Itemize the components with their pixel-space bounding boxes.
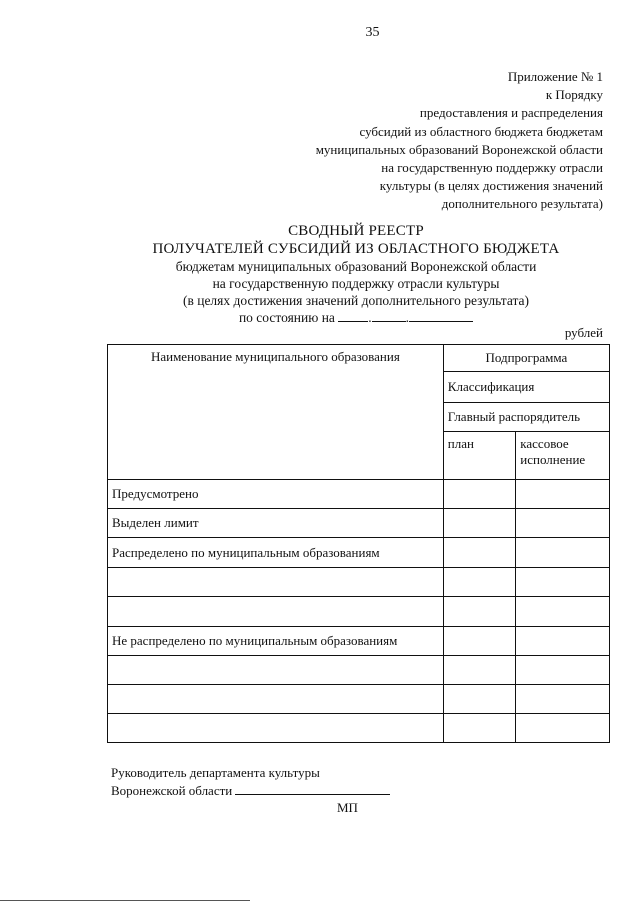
cell-plan[interactable] <box>443 627 515 656</box>
date-line <box>0 309 640 326</box>
appendix-header <box>316 68 603 214</box>
header-chief-manager: Главный распорядитель <box>443 403 609 432</box>
cell-plan[interactable] <box>443 509 515 538</box>
cell-cash[interactable] <box>516 480 610 509</box>
cell-cash[interactable] <box>516 568 610 597</box>
page-number: 35 <box>365 25 380 40</box>
cell-cash[interactable] <box>516 714 610 743</box>
appendix-line: предоставления и распределения <box>419 105 603 121</box>
row-label <box>108 714 444 743</box>
table-row <box>108 480 610 509</box>
row-label: Предусмотрено <box>108 480 444 509</box>
row-label: Распределено по муниципальным образованиям <box>108 538 444 568</box>
cell-cash[interactable] <box>516 597 610 627</box>
table-row <box>108 714 610 743</box>
table-row <box>108 509 610 538</box>
header-subprogram: Подпрограмма <box>443 345 609 372</box>
subtitle-line: (в целях достижения значений дополнительного результата) <box>182 293 530 308</box>
cell-plan[interactable] <box>443 480 515 509</box>
row-label <box>108 597 444 627</box>
date-year-blank[interactable] <box>409 309 473 322</box>
header-classification: Классификация <box>443 372 609 403</box>
signatory-region: Воронежской области <box>111 783 233 798</box>
cell-plan[interactable] <box>443 597 515 627</box>
appendix-line: к Порядку <box>545 87 603 103</box>
table-row <box>108 568 610 597</box>
cell-cash[interactable] <box>516 509 610 538</box>
appendix-line: на государственную поддержку отрасли <box>381 160 603 176</box>
stamp-label: МП <box>337 800 358 815</box>
signature-block <box>111 764 390 800</box>
row-label <box>108 568 444 597</box>
date-month-blank[interactable] <box>372 309 406 322</box>
appendix-line: культуры (в целях достижения значений <box>379 178 603 194</box>
row-label <box>108 685 444 714</box>
header-plan: план <box>443 432 515 480</box>
document-title <box>0 222 640 326</box>
signatory-position: Руководитель департамента культуры <box>111 765 320 780</box>
signature-blank[interactable] <box>235 782 390 795</box>
date-separator: . <box>368 310 372 325</box>
cell-cash[interactable] <box>516 685 610 714</box>
table-row <box>108 597 610 627</box>
appendix-line: муниципальных образований Воронежской области <box>315 141 603 157</box>
table-row <box>108 656 610 685</box>
appendix-line: субсидий из областного бюджета бюджетам <box>359 123 603 139</box>
subtitle-line: на государственную поддержку отрасли культуры <box>212 276 500 291</box>
row-label: Выделен лимит <box>108 509 444 538</box>
header-municipality-name: Наименование муниципального образования <box>108 345 444 480</box>
subtitle-line: бюджетам муниципальных образований Воронежской области <box>175 259 537 274</box>
title-line: ПОЛУЧАТЕЛЕЙ СУБСИДИЙ ИЗ ОБЛАСТНОГО БЮДЖЕТА <box>152 241 560 257</box>
row-label <box>108 656 444 685</box>
cell-plan[interactable] <box>443 656 515 685</box>
date-prefix: по состоянию на <box>238 310 335 325</box>
appendix-line: дополнительного результата) <box>441 196 603 212</box>
header-cash-execution: кассовое исполнение <box>516 432 610 480</box>
table-row <box>108 627 610 656</box>
cell-cash[interactable] <box>516 627 610 656</box>
cell-plan[interactable] <box>443 685 515 714</box>
units-label: рублей <box>564 325 603 340</box>
cell-cash[interactable] <box>516 656 610 685</box>
row-label: Не распределено по муниципальным образованиям <box>108 627 444 656</box>
date-day-blank[interactable] <box>338 309 368 322</box>
registry-table <box>107 344 610 743</box>
cell-plan[interactable] <box>443 538 515 568</box>
appendix-line: Приложение № 1 <box>507 69 603 84</box>
date-separator: . <box>405 310 410 325</box>
cell-cash[interactable] <box>516 538 610 568</box>
cell-plan[interactable] <box>443 714 515 743</box>
table-row <box>108 538 610 568</box>
footer-divider <box>0 900 250 901</box>
table-row <box>108 685 610 714</box>
title-line: СВОДНЫЙ РЕЕСТР <box>288 223 424 239</box>
cell-plan[interactable] <box>443 568 515 597</box>
